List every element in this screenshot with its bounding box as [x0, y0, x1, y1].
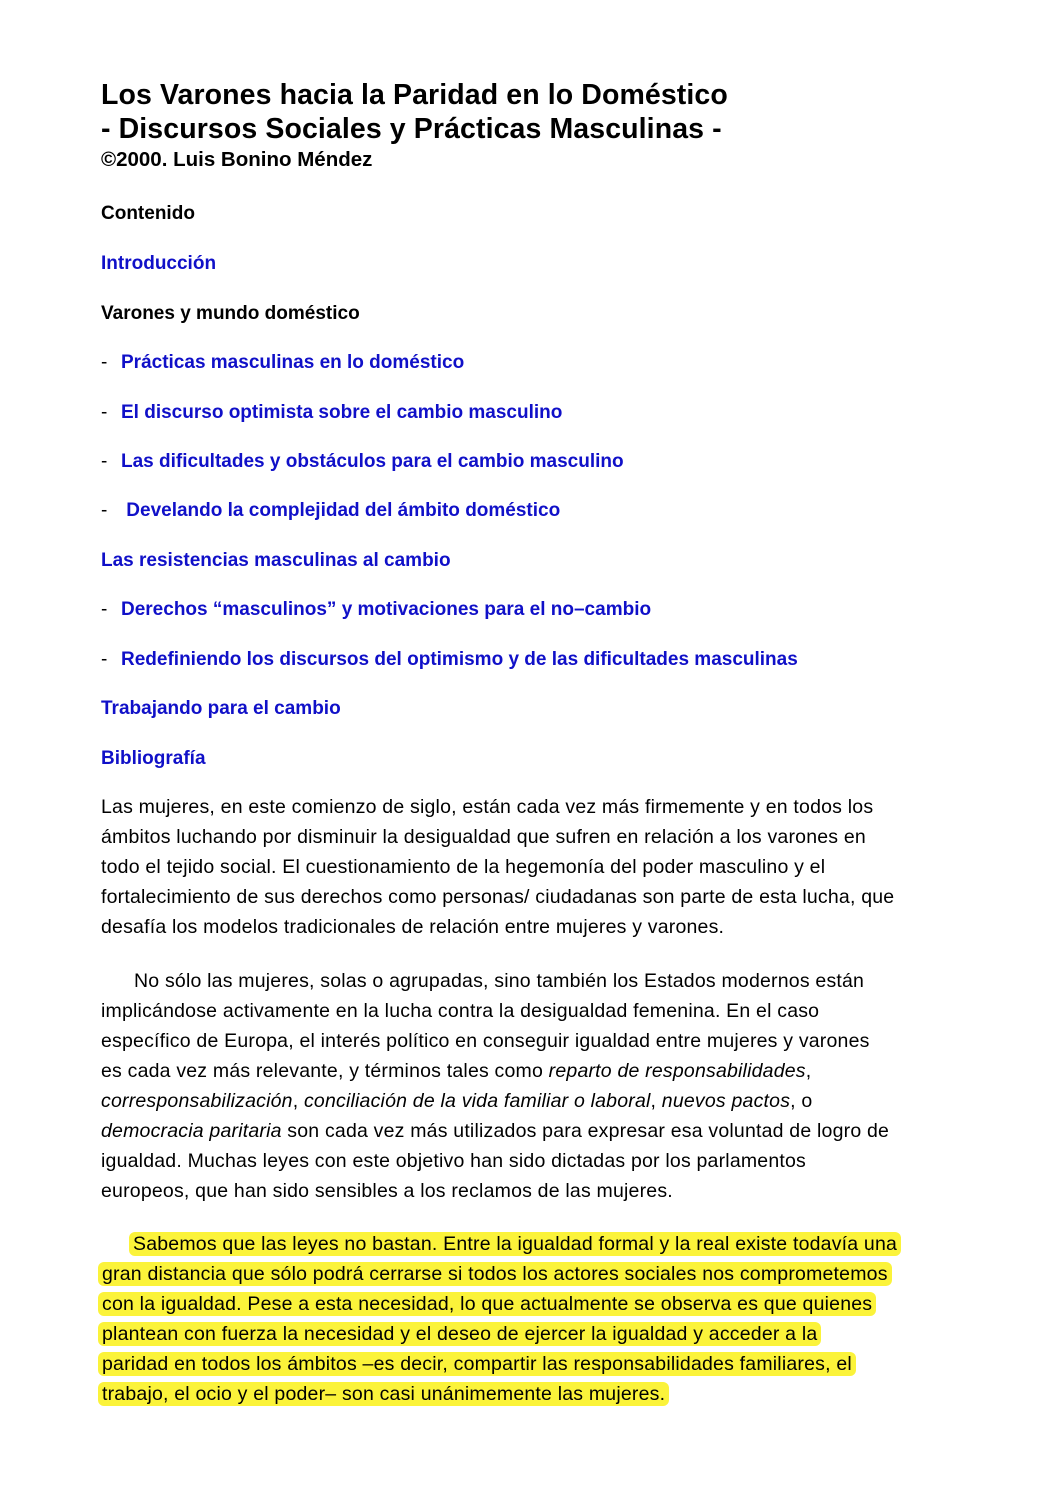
toc-label: Contenido [101, 203, 195, 224]
toc-link-text[interactable]: Bibliografía [101, 748, 206, 769]
highlighted-line [101, 1379, 981, 1409]
italic-term: conciliación de la vida familiar o laboral [303, 1090, 651, 1112]
text-line: igualdad. Muchas leyes con este objetivo han sido dictadas por los parlamentos [101, 1150, 807, 1172]
toc-link-text[interactable]: Introducción [101, 253, 217, 274]
toc-link-resistencias[interactable] [101, 548, 451, 574]
toc-link-text[interactable]: Trabajando para el cambio [101, 698, 341, 719]
toc-link-text[interactable]: Derechos “masculinos” y motivaciones para el no–cambio [121, 599, 652, 620]
highlighted-line [101, 1289, 981, 1319]
text-line: implicándose activamente en la lucha contra la desigualdad femenina. En el caso [101, 1000, 820, 1022]
paragraph-2 [101, 966, 981, 1206]
text-line: ámbitos luchando por disminuir la desigualdad que sufren en relación a los varones en [101, 826, 866, 848]
italic-term: reparto de responsabilidades [548, 1060, 806, 1082]
toc-dash: - [101, 649, 108, 670]
highlighted-line [101, 1319, 981, 1349]
title-block [101, 78, 981, 174]
text-line: No sólo las mujeres, solas o agrupadas, sino también los Estados modernos están [134, 970, 865, 992]
highlight-mark: gran distancia que sólo podrá cerrarse si todos los actores sociales nos comprometemos [98, 1262, 892, 1286]
text-segment: , [650, 1090, 662, 1112]
toc-dash: - [101, 402, 108, 423]
toc-heading-text: Varones y mundo doméstico [101, 303, 360, 324]
toc-dash: - [101, 451, 108, 472]
italic-term: democracia paritaria [101, 1120, 282, 1142]
highlight-mark: plantean con fuerza la necesidad y el deseo de ejercer la igualdad y acceder a la [98, 1322, 821, 1346]
text-line: específico de Europa, el interés político en conseguir igualdad entre mujeres y varones [101, 1030, 870, 1052]
highlight-mark: Sabemos que las leyes no bastan. Entre la igualdad formal y la real existe todavía una [129, 1232, 901, 1256]
toc-dash: - [101, 500, 108, 521]
toc-link-redefiniendo[interactable] [101, 647, 798, 673]
text-line: todo el tejido social. El cuestionamiento de la hegemonía del poder masculino y el [101, 856, 826, 878]
italic-term: nuevos pactos [661, 1090, 791, 1112]
toc-link-text[interactable]: Prácticas masculinas en lo doméstico [121, 352, 465, 373]
highlighted-line [101, 1229, 981, 1259]
toc-dash: - [101, 599, 108, 620]
highlight-mark: trabajo, el ocio y el poder– son casi unánimemente las mujeres. [98, 1382, 669, 1406]
highlight-mark: paridad en todos los ámbitos –es decir, compartir las responsabilidades familiares, el [98, 1352, 856, 1376]
document-title-line-1: Los Varones hacia la Paridad en lo Doméstico [101, 79, 728, 111]
toc-link-text[interactable]: Las resistencias masculinas al cambio [101, 550, 451, 571]
toc-link-text[interactable]: El discurso optimista sobre el cambio masculino [121, 402, 563, 423]
text-line: europeos, que han sido sensibles a los reclamos de las mujeres. [101, 1180, 673, 1202]
toc-heading-varones [101, 301, 360, 327]
italic-term: corresponsabilización [101, 1090, 293, 1112]
highlighted-line [101, 1349, 981, 1379]
highlighted-paragraph [101, 1229, 981, 1409]
text-line: desafía los modelos tradicionales de relación entre mujeres y varones. [101, 916, 725, 938]
text-segment: , [805, 1060, 812, 1082]
toc-dash: - [101, 352, 108, 373]
text-line [101, 1116, 981, 1146]
text-segment: , [292, 1090, 304, 1112]
text-line: fortalecimiento de sus derechos como personas/ ciudadanas son parte de esta lucha, que [101, 886, 895, 908]
highlighted-line [101, 1259, 981, 1289]
highlight-mark: con la igualdad. Pese a esta necesidad, lo que actualmente se observa es que quienes [98, 1292, 876, 1316]
text-line: Las mujeres, en este comienzo de siglo, están cada vez más firmemente y en todos los [101, 796, 874, 818]
paragraph-1 [101, 792, 981, 942]
text-segment: son cada vez más utilizados para expresar esa voluntad de logro de [281, 1120, 890, 1142]
text-segment: , o [790, 1090, 813, 1112]
toc-link-bibliografia[interactable] [101, 746, 206, 772]
document-title-line-2: - Discursos Sociales y Prácticas Masculinas - [101, 113, 722, 145]
text-line [101, 1086, 981, 1116]
document-author: ©2000. Luis Bonino Méndez [101, 148, 373, 171]
toc-link-derechos[interactable] [101, 597, 651, 623]
toc-link-text[interactable]: Redefiniendo los discursos del optimismo y de las dificultades masculinas [121, 649, 798, 670]
toc-link-develando[interactable] [101, 498, 560, 524]
toc-link-text[interactable]: Develando la complejidad del ámbito doméstico [121, 500, 561, 521]
toc-link-trabajando[interactable] [101, 696, 341, 722]
toc-link-practicas[interactable] [101, 350, 464, 376]
toc-link-dificultades[interactable] [101, 449, 624, 475]
text-line [101, 1056, 981, 1086]
toc-link-discurso-optimista[interactable] [101, 400, 562, 426]
toc-link-text[interactable]: Las dificultades y obstáculos para el cambio masculino [121, 451, 624, 472]
toc-link-introduccion[interactable] [101, 251, 216, 277]
text-segment: es cada vez más relevante, y términos tales como [101, 1060, 549, 1082]
